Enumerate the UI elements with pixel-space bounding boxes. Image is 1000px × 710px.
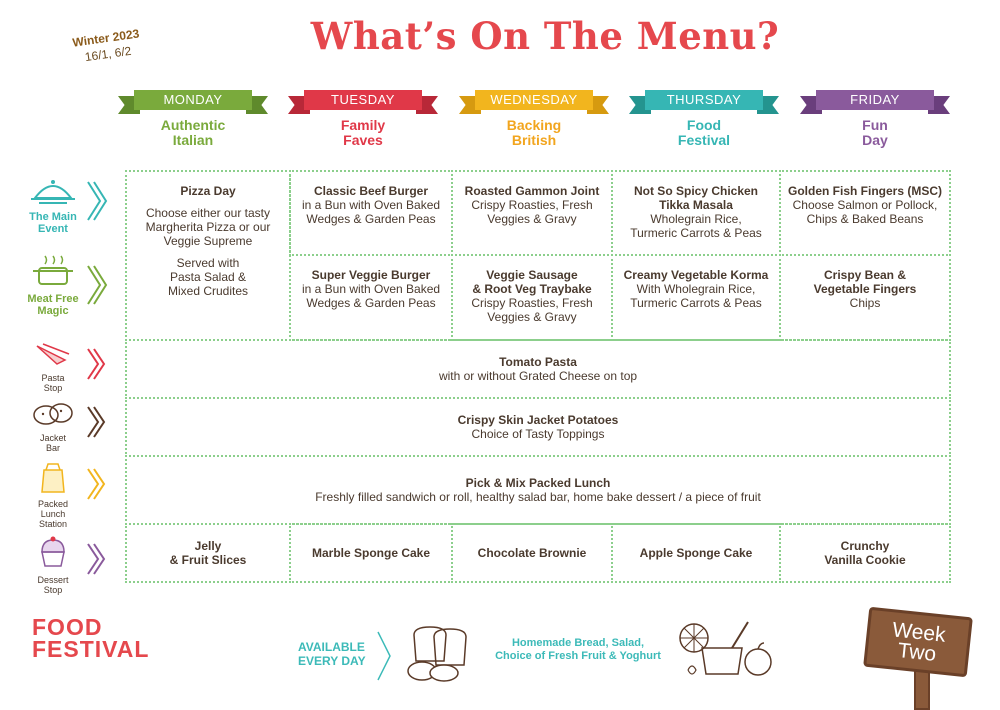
menu-cell-dessert-monday: Jelly & Fruit Slices bbox=[125, 523, 291, 583]
chevron-right-icon bbox=[86, 347, 108, 381]
section-meat-free bbox=[18, 254, 88, 317]
chevron-right-icon bbox=[86, 405, 108, 439]
section-label: Packed Lunch Station bbox=[37, 499, 69, 529]
menu-cell-dessert-wednesday: Chocolate Brownie bbox=[451, 523, 613, 583]
menu-cell-dessert-friday: Crunchy Vanilla Cookie bbox=[779, 523, 951, 583]
menu-row-packed-lunch: Pick & Mix Packed Lunch Freshly filled sandwich or roll, healthy salad bar, home bake dessert / a piece of fruit bbox=[125, 455, 951, 525]
section-label: The Main Event bbox=[29, 211, 77, 235]
lunch-bag-icon bbox=[38, 462, 68, 494]
day-header-friday bbox=[800, 90, 950, 148]
chevron-right-icon bbox=[376, 630, 392, 682]
pot-icon bbox=[29, 254, 77, 288]
menu-cell-veg-tuesday: Super Veggie Burger in a Bun with Oven Baked Wedges & Garden Peas bbox=[289, 254, 453, 341]
page-title: What’s On The Menu? bbox=[310, 14, 780, 58]
day-theme: Fun Day bbox=[862, 117, 888, 148]
section-dessert-stop bbox=[18, 536, 88, 595]
day-theme: Food Festival bbox=[677, 117, 731, 148]
available-every-day: AVAILABLE EVERY DAY bbox=[298, 640, 366, 668]
day-theme: Backing British bbox=[506, 117, 562, 148]
day-name: MONDAY bbox=[134, 90, 252, 110]
menu-cell-dessert-tuesday: Marble Sponge Cake bbox=[289, 523, 453, 583]
section-label: Meat Free Magic bbox=[27, 293, 79, 317]
menu-cell-veg-thursday: Creamy Vegetable Korma With Wholegrain Rice, Turmeric Carrots & Peas bbox=[611, 254, 781, 341]
section-label: Dessert Stop bbox=[37, 575, 69, 595]
pasta-icon bbox=[33, 340, 73, 368]
day-header-thursday bbox=[629, 90, 779, 148]
daily-extras: Homemade Bread, Salad, Choice of Fresh Fruit & Yoghurt bbox=[495, 637, 661, 662]
day-name: TUESDAY bbox=[304, 90, 422, 110]
food-festival-logo: FOOD FESTIVAL bbox=[32, 614, 150, 662]
sign-post bbox=[914, 668, 930, 710]
day-theme: Family Faves bbox=[340, 117, 386, 148]
week-board: Week Two bbox=[863, 607, 973, 678]
menu-cell-dessert-thursday: Apple Sponge Cake bbox=[611, 523, 781, 583]
cloche-icon bbox=[29, 172, 77, 206]
menu-cell-main-tuesday: Classic Beef Burger in a Bun with Oven Baked Wedges & Garden Peas bbox=[289, 170, 453, 256]
menu-row-jacket: Crispy Skin Jacket Potatoes Choice of Tasty Toppings bbox=[125, 397, 951, 457]
menu-cell-main-wednesday: Roasted Gammon Joint Crispy Roasties, Fresh Veggies & Gravy bbox=[451, 170, 613, 256]
day-name: FRIDAY bbox=[816, 90, 934, 110]
section-label: Pasta Stop bbox=[41, 373, 65, 393]
chevron-right-icon bbox=[86, 180, 108, 222]
section-pasta-stop bbox=[18, 340, 88, 393]
day-header-tuesday bbox=[288, 90, 438, 148]
menu-cell-veg-wednesday: Veggie Sausage & Root Veg Traybake Crispy Roasties, Fresh Veggies & Gravy bbox=[451, 254, 613, 341]
day-theme: Authentic Italian bbox=[160, 117, 226, 148]
menu-grid bbox=[125, 170, 951, 583]
menu-row-pasta: Tomato Pasta with or without Grated Cheese on top bbox=[125, 339, 951, 399]
section-main-event bbox=[18, 172, 88, 235]
chevron-right-icon bbox=[86, 264, 108, 306]
day-header-wednesday bbox=[459, 90, 609, 148]
yoghurt-fruit-icon bbox=[676, 618, 776, 684]
chevron-right-icon bbox=[86, 542, 108, 576]
menu-cell-monday: Pizza Day Choose either our tasty Margherita Pizza or our Veggie Supreme Served with Pasta Salad & Mixed Crudites bbox=[125, 170, 291, 341]
section-label: Jacket Bar bbox=[39, 433, 66, 453]
menu-cell-main-friday: Golden Fish Fingers (MSC) Choose Salmon or Pollock, Chips & Baked Beans bbox=[779, 170, 951, 256]
section-packed-lunch bbox=[18, 462, 88, 529]
season-dates: 16/1, 6/2 bbox=[84, 43, 133, 65]
day-name: WEDNESDAY bbox=[475, 90, 593, 110]
season-label bbox=[60, 24, 154, 68]
chevron-right-icon bbox=[86, 467, 108, 501]
season-name: Winter 2023 bbox=[71, 26, 141, 50]
day-header-monday bbox=[118, 90, 268, 148]
section-jacket-bar bbox=[18, 400, 88, 453]
potato-icon bbox=[31, 400, 75, 428]
menu-cell-veg-friday: Crispy Bean & Vegetable Fingers Chips bbox=[779, 254, 951, 341]
bread-icon bbox=[400, 625, 474, 683]
day-name: THURSDAY bbox=[645, 90, 763, 110]
cupcake-icon bbox=[36, 536, 70, 570]
menu-cell-main-thursday: Not So Spicy Chicken Tikka Masala Wholegrain Rice, Turmeric Carrots & Peas bbox=[611, 170, 781, 256]
week-sign bbox=[866, 604, 976, 704]
